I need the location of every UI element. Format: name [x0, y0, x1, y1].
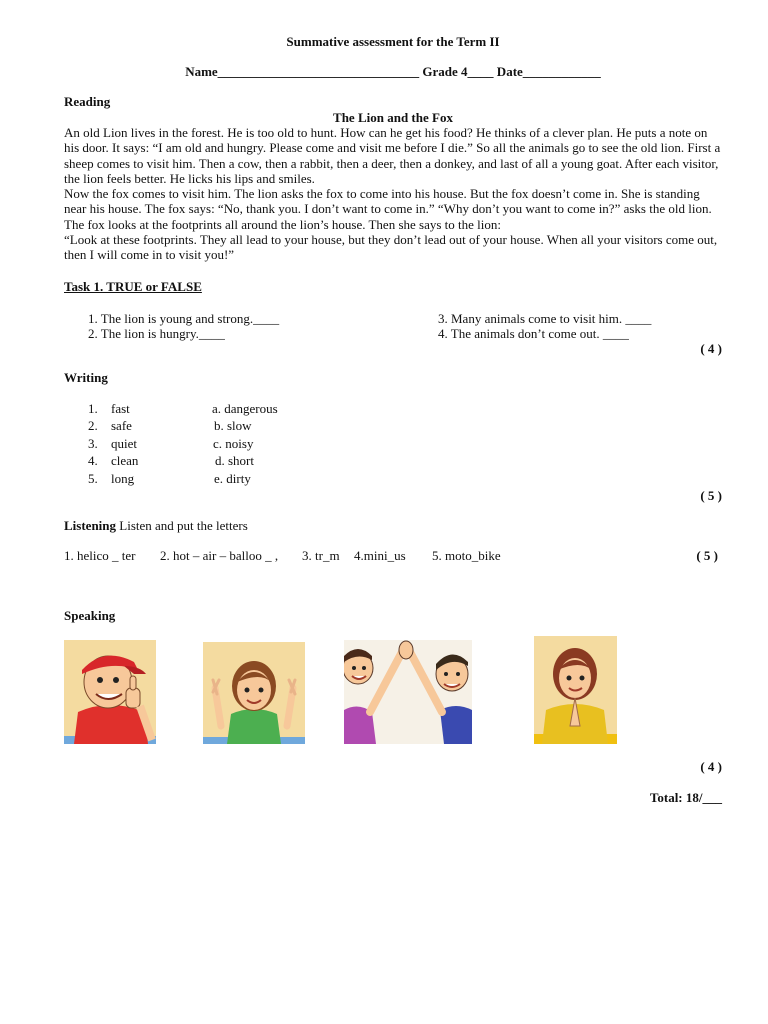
listening-item-2: 2. hot – air – balloo _ ,	[160, 548, 279, 563]
listening-item-3: 3. tr_m	[302, 548, 340, 563]
writing-heading: Writing	[64, 370, 108, 385]
boy-thumbs-up-picture	[64, 640, 156, 744]
writing-score: ( 5 )	[700, 488, 722, 503]
girl-hands-together-picture	[534, 636, 617, 744]
story-paragraph-1: An old Lion lives in the forest. He is too old to hunt. How can he get his food? He thinks of a clever plan. He puts a note on his door. It says: “I am old and hungry. Please come and visit me before I die.” So all the animals go to see the old lion. First a sheep comes to visit him. Then a cow, then a rabbit, then a deer, then a donkey, and last of all a young goat. After each visitor, the lion feels better. He licks his lips and smiles.	[64, 125, 721, 186]
task1-item-3: 3. Many animals come to visit him. ____	[438, 311, 652, 326]
writing-number: 5.	[88, 471, 98, 486]
listening-heading-line	[64, 518, 248, 533]
story-paragraph-2: Now the fox comes to visit him. The lion asks the fox to come into his house. But the fox doesn’t come in. She is standing near his house. The fox says: “No, thank you. I don’t want to come in.” “Why don’t you want to come in?” asks the old lion. The fox looks at the footprints all around the lion’s house. Then she says to the lion:	[64, 186, 712, 232]
page-title: Summative assessment for the Term II	[286, 34, 500, 49]
reading-heading: Reading	[64, 94, 111, 109]
writing-number: 3.	[88, 436, 98, 451]
listening-score: ( 5 )	[696, 548, 718, 563]
writing-opposite: b. slow	[214, 418, 252, 433]
story-title: The Lion and the Fox	[333, 110, 453, 125]
speaking-score: ( 4 )	[700, 759, 722, 774]
speaking-heading: Speaking	[64, 608, 116, 623]
girl-crossed-fingers-picture	[203, 642, 305, 744]
task1-score: ( 4 )	[700, 341, 722, 356]
task1-item-1: 1. The lion is young and strong.____	[88, 311, 280, 326]
listening-instruction: Listen and put the letters	[116, 518, 248, 533]
writing-word: long	[111, 471, 135, 486]
writing-number: 1.	[88, 401, 98, 416]
writing-number: 2.	[88, 418, 98, 433]
listening-item-4: 4.mini_us	[354, 548, 406, 563]
total-score: Total: 18/___	[649, 790, 722, 805]
student-info-line: Name_______________________________ Grade 4____ Date____________	[185, 64, 601, 79]
task1-heading: Task 1. TRUE or FALSE	[64, 279, 202, 294]
writing-number: 4.	[88, 453, 98, 468]
writing-word: fast	[111, 401, 130, 416]
task1-item-4: 4. The animals don’t come out. ____	[438, 326, 629, 341]
writing-opposite: e. dirty	[214, 471, 251, 486]
listening-item-1: 1. helico _ ter	[64, 548, 136, 563]
writing-opposite: a. dangerous	[212, 401, 278, 416]
story-paragraph-3: “Look at these footprints. They all lead to your house, but they don’t lead out of your house. When all your visitors come out, then I will come in to visit you!”	[64, 232, 718, 263]
writing-word: safe	[111, 418, 132, 433]
writing-opposite: c. noisy	[213, 436, 254, 451]
writing-opposite: d. short	[215, 453, 254, 468]
story-text	[64, 125, 724, 263]
listening-heading: Listening	[64, 518, 117, 533]
writing-word: quiet	[111, 436, 137, 451]
task1-item-2: 2. The lion is hungry.____	[88, 326, 225, 341]
listening-item-5: 5. moto_bike	[432, 548, 501, 563]
kids-high-five-picture	[344, 640, 472, 744]
writing-word: clean	[111, 453, 139, 468]
